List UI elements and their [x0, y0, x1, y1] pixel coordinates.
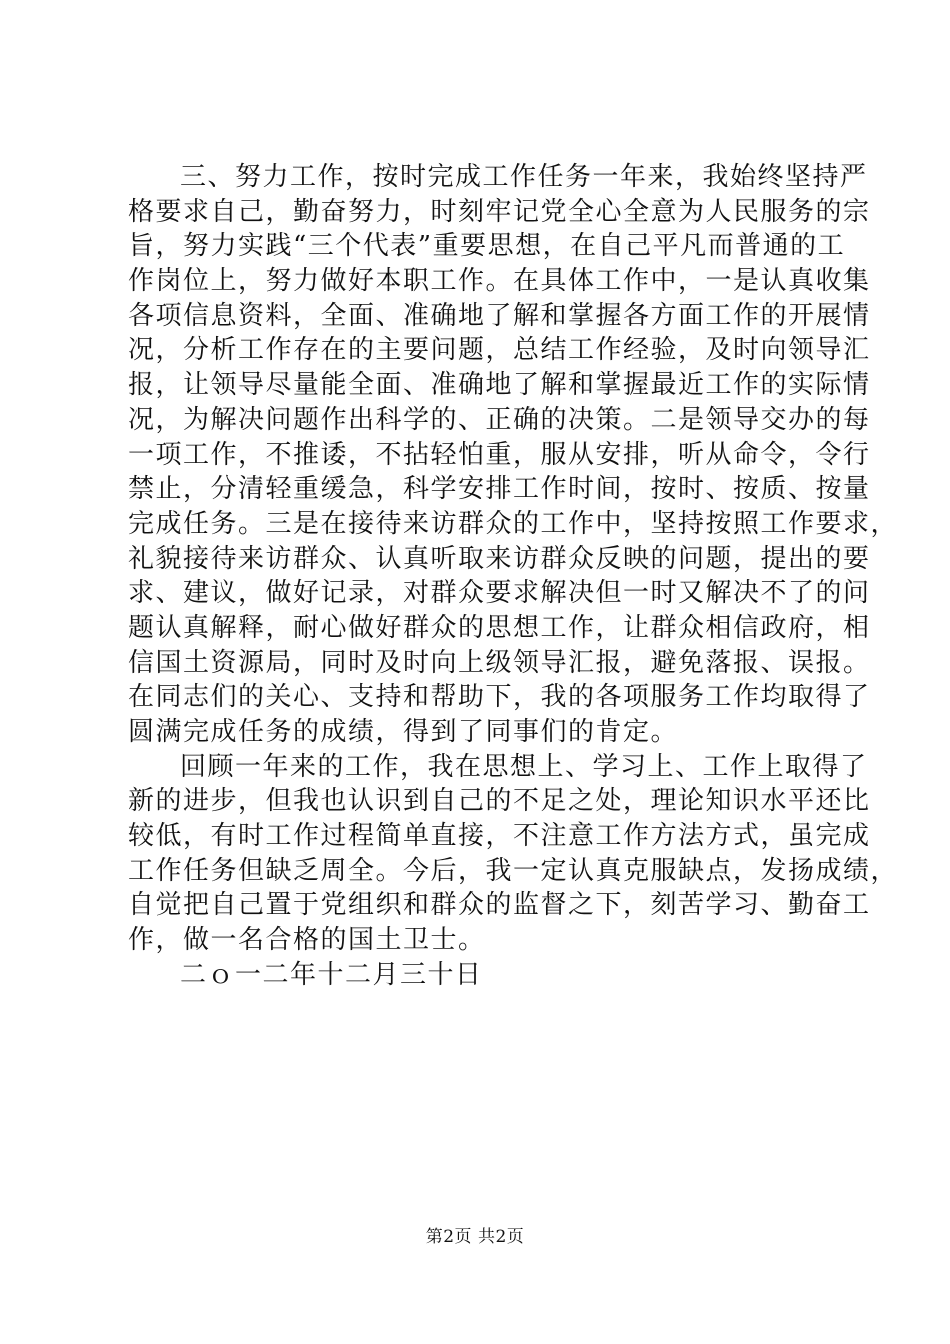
- text-line: 新的进步，但我也认识到自己的不足之处，理论知识水平还比: [128, 786, 871, 817]
- text-line: 工作任务但缺乏周全。今后，我一定认真克服缺点，发扬成绩，: [128, 855, 899, 886]
- text-line: 回顾一年来的工作，我在思想上、学习上、工作上取得了: [180, 751, 868, 782]
- text-line: 礼貌接待来访群众、认真听取来访群众反映的问题，提出的要: [128, 543, 871, 574]
- text-line: 圆满完成任务的成绩，得到了同事们的肯定。: [128, 717, 679, 747]
- text-line: 况，为解决问题作出科学的、正确的决策。二是领导交办的每: [128, 404, 871, 435]
- text-line: 自觉把自己置于党组织和群众的监督之下，刻苦学习、勤奋工: [128, 890, 871, 921]
- text-line: 完成任务。三是在接待来访群众的工作中，坚持按照工作要求，: [128, 508, 899, 539]
- text-line: 求、建议，做好记录，对群众要求解决但一时又解决不了的问: [128, 578, 871, 609]
- text-line: 作岗位上，努力做好本职工作。在具体工作中，一是认真收集: [128, 266, 871, 297]
- text-line: 禁止，分清轻重缓急，科学安排工作时间，按时、按质、按量: [128, 474, 871, 505]
- text-line: 报，让领导尽量能全面、准确地了解和掌握最近工作的实际情: [128, 370, 871, 401]
- document-body: [128, 160, 899, 993]
- text-line: 况，分析工作存在的主要问题，总结工作经验，及时向领导汇: [128, 335, 871, 366]
- text-line: 在同志们的关心、支持和帮助下，我的各项服务工作均取得了: [128, 682, 871, 713]
- text-line: 较低，有时工作过程简单直接，不注意工作方法方式，虽完成: [128, 821, 871, 852]
- page-footer: 第2页 共2页: [425, 1227, 525, 1247]
- date-line: 二ｏ一二年十二月三十日: [180, 959, 483, 990]
- text-line: 各项信息资料，全面、准确地了解和掌握各方面工作的开展情: [128, 300, 871, 331]
- text-line: 格要求自己，勤奋努力，时刻牢记党全心全意为人民服务的宗: [128, 196, 871, 227]
- text-line: 三、努力工作，按时完成工作任务一年来，我始终坚持严: [180, 162, 868, 192]
- text-line: 信国土资源局，同时及时向上级领导汇报，避免落报、误报。: [128, 647, 871, 678]
- text-line: 一项工作，不推诿，不拈轻怕重，服从安排，听从命令，令行: [128, 439, 871, 470]
- text-line: 旨，努力实践“三个代表”重要思想，在自己平凡而普通的工: [128, 231, 846, 262]
- text-line: 题认真解释，耐心做好群众的思想工作，让群众相信政府，相: [128, 612, 871, 643]
- text-line: 作，做一名合格的国土卫士。: [128, 925, 486, 956]
